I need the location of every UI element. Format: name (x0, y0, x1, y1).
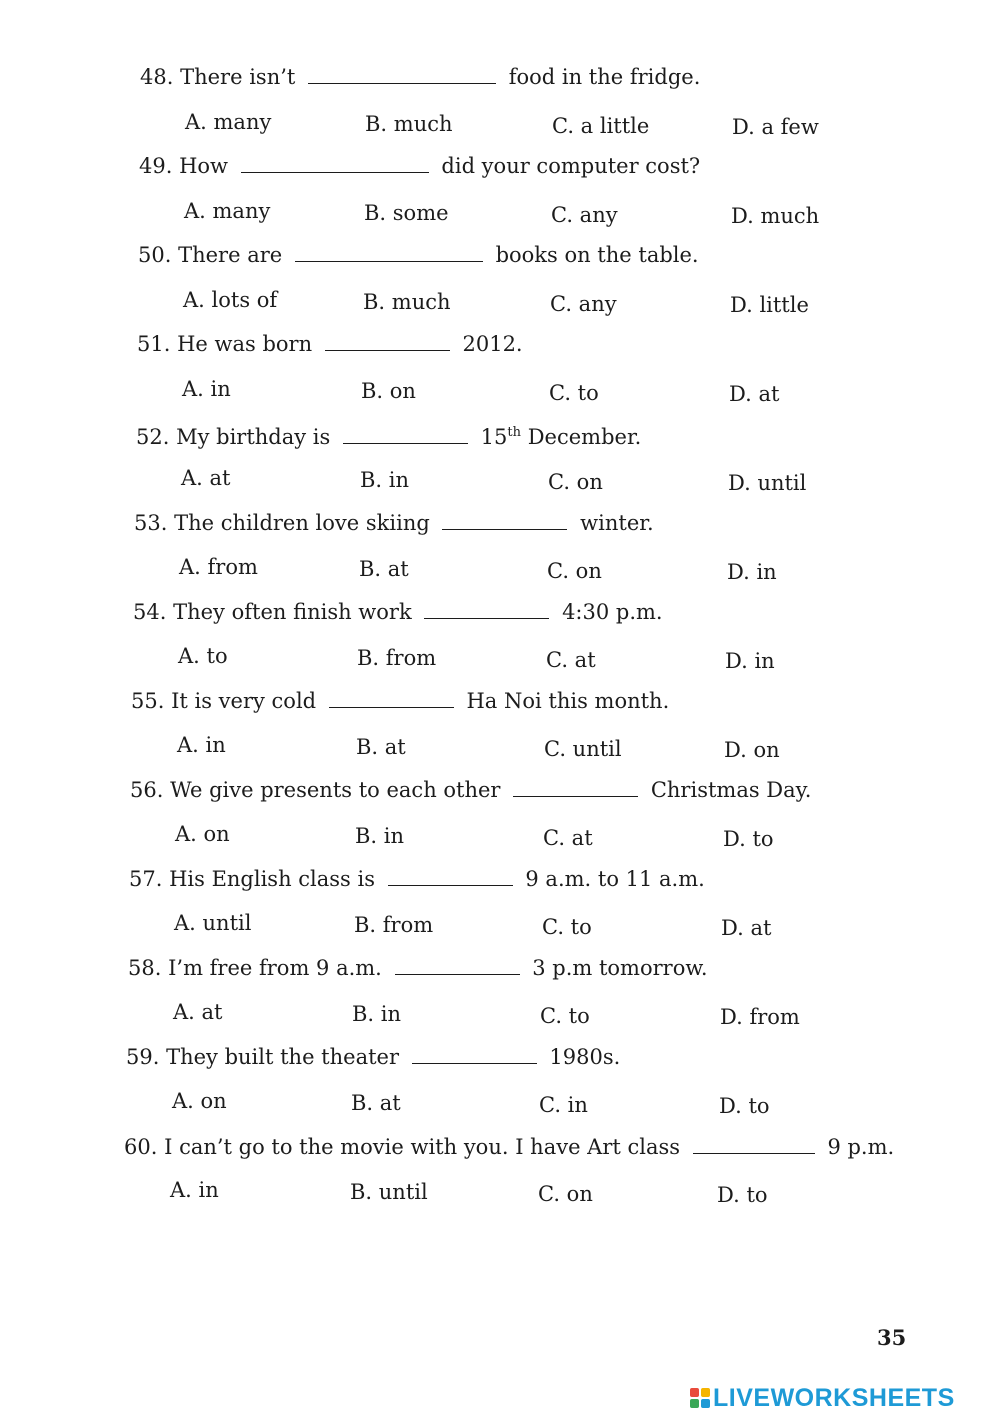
question-49 (139, 153, 700, 179)
option-b[interactable]: B. in (352, 1002, 402, 1026)
question-54 (133, 599, 663, 625)
question-text-before: There are (178, 243, 283, 267)
question-56 (130, 777, 811, 803)
option-d[interactable]: D. a few (732, 115, 819, 139)
question-59 (126, 1044, 620, 1070)
option-b[interactable]: B. at (356, 735, 406, 759)
option-c[interactable]: C. a little (552, 114, 650, 138)
answer-blank[interactable] (388, 867, 513, 886)
option-d[interactable]: D. at (729, 382, 780, 406)
option-c[interactable]: C. any (550, 292, 617, 316)
option-b[interactable]: B. at (359, 557, 409, 581)
liveworksheets-icon (690, 1388, 710, 1408)
question-48 (140, 64, 700, 90)
option-a[interactable]: A. until (174, 911, 252, 935)
question-50 (138, 242, 699, 268)
option-b[interactable]: B. until (350, 1180, 428, 1204)
answer-blank[interactable] (412, 1045, 537, 1064)
question-number: 52. (136, 425, 170, 449)
question-text-after: 2012. (462, 332, 523, 356)
question-number: 57. (129, 867, 163, 891)
question-number: 51. (137, 332, 171, 356)
option-d[interactable]: D. from (720, 1005, 800, 1029)
option-c[interactable]: C. on (547, 559, 602, 583)
option-d[interactable]: D. to (717, 1183, 768, 1207)
question-52 (136, 420, 641, 450)
option-a[interactable]: A. many (185, 110, 272, 134)
option-d[interactable]: D. until (728, 471, 807, 495)
answer-blank[interactable] (308, 65, 496, 84)
option-d[interactable]: D. in (725, 649, 775, 673)
answer-blank[interactable] (295, 243, 483, 262)
option-b[interactable]: B. some (364, 201, 449, 225)
question-58 (128, 955, 708, 981)
option-d[interactable]: D. little (730, 293, 809, 317)
question-number: 48. (140, 65, 174, 89)
option-a[interactable]: A. in (170, 1178, 219, 1202)
question-53 (134, 510, 654, 536)
option-a[interactable]: A. in (182, 377, 231, 401)
option-a[interactable]: A. at (173, 1000, 223, 1024)
question-number: 53. (134, 511, 168, 535)
page-number: 35 (877, 1325, 907, 1350)
answer-blank[interactable] (395, 956, 520, 975)
option-d[interactable]: D. to (719, 1094, 770, 1118)
question-60 (124, 1134, 894, 1160)
question-text-before: I can’t go to the movie with you. I have Art class (164, 1135, 681, 1159)
answer-blank[interactable] (329, 689, 454, 708)
question-text-after: 9 p.m. (827, 1135, 895, 1159)
question-text-before: His English class is (169, 867, 376, 891)
option-a[interactable]: A. at (181, 466, 231, 490)
ordinal-suffix: th (507, 425, 522, 440)
question-text-after: December. (527, 425, 642, 449)
option-a[interactable]: A. many (184, 199, 271, 223)
option-c[interactable]: C. any (551, 203, 618, 227)
question-text-before: I’m free from 9 a.m. (168, 956, 382, 980)
question-number: 54. (133, 600, 167, 624)
question-number: 59. (126, 1045, 160, 1069)
question-text-before: They built the theater (166, 1045, 399, 1069)
option-b[interactable]: B. much (363, 290, 451, 314)
question-text-after: winter. (580, 511, 654, 535)
option-a[interactable]: A. in (177, 733, 226, 757)
answer-blank[interactable] (343, 425, 468, 444)
question-text-before: It is very cold (171, 689, 317, 713)
option-d[interactable]: D. at (721, 916, 772, 940)
question-text-after: 3 p.m tomorrow. (532, 956, 708, 980)
question-57 (129, 866, 705, 892)
option-c[interactable]: C. to (540, 1004, 590, 1028)
option-a[interactable]: A. from (179, 555, 258, 579)
watermark-text: LIVEWORKSHEETS (713, 1383, 955, 1412)
option-c[interactable]: C. in (539, 1093, 588, 1117)
answer-blank[interactable] (424, 600, 549, 619)
option-c[interactable]: C. on (548, 470, 603, 494)
question-number: 58. (128, 956, 162, 980)
date-day: 15 (480, 425, 508, 449)
question-text-before: They often finish work (173, 600, 412, 624)
question-text-before: There isn’t (180, 65, 296, 89)
option-c[interactable]: C. to (549, 381, 599, 405)
question-55 (131, 688, 669, 714)
option-c[interactable]: C. on (538, 1182, 593, 1206)
question-text-after: Ha Noi this month. (466, 689, 670, 713)
question-text-after: food in the fridge. (508, 65, 701, 89)
question-text-after: did your computer cost? (441, 154, 701, 178)
question-text-after: 4:30 p.m. (562, 600, 663, 624)
option-c[interactable]: C. at (543, 826, 593, 850)
option-b[interactable]: B. from (354, 913, 434, 937)
option-d[interactable]: D. much (731, 204, 820, 228)
option-a[interactable]: A. lots of (183, 288, 278, 312)
question-text-before: The children love skiing (174, 511, 430, 535)
option-c[interactable]: C. to (542, 915, 592, 939)
option-a[interactable]: A. on (175, 822, 230, 846)
question-text-after: books on the table. (495, 243, 699, 267)
answer-blank[interactable] (513, 778, 638, 797)
question-text-after: Christmas Day. (650, 778, 812, 802)
question-text-after: 1980s. (549, 1045, 621, 1069)
question-number: 49. (139, 154, 173, 178)
question-text-before: He was born (177, 332, 313, 356)
answer-blank[interactable] (325, 332, 450, 351)
question-51 (137, 331, 523, 357)
question-number: 60. (124, 1135, 158, 1159)
option-a[interactable]: A. on (172, 1089, 227, 1113)
option-d[interactable]: D. to (723, 827, 774, 851)
question-text-before: My birthday is (176, 425, 331, 449)
question-text-before: We give presents to each other (170, 778, 501, 802)
option-d[interactable]: D. on (724, 738, 780, 762)
question-number: 55. (131, 689, 165, 713)
option-d[interactable]: D. in (727, 560, 777, 584)
answer-blank[interactable] (693, 1135, 815, 1154)
option-c[interactable]: C. until (544, 737, 622, 761)
answer-blank[interactable] (442, 511, 567, 530)
option-b[interactable]: B. from (357, 646, 437, 670)
question-number: 50. (138, 243, 172, 267)
liveworksheets-logo[interactable] (690, 1384, 955, 1412)
option-a[interactable]: A. to (178, 644, 228, 668)
option-b[interactable]: B. much (365, 112, 453, 136)
option-b[interactable]: B. in (355, 824, 405, 848)
option-b[interactable]: B. at (351, 1091, 401, 1115)
question-text-after: 9 a.m. to 11 a.m. (525, 867, 705, 891)
question-number: 56. (130, 778, 164, 802)
option-b[interactable]: B. on (361, 379, 416, 403)
option-b[interactable]: B. in (360, 468, 410, 492)
question-text-before: How (179, 154, 229, 178)
option-c[interactable]: C. at (546, 648, 596, 672)
answer-blank[interactable] (241, 154, 429, 173)
